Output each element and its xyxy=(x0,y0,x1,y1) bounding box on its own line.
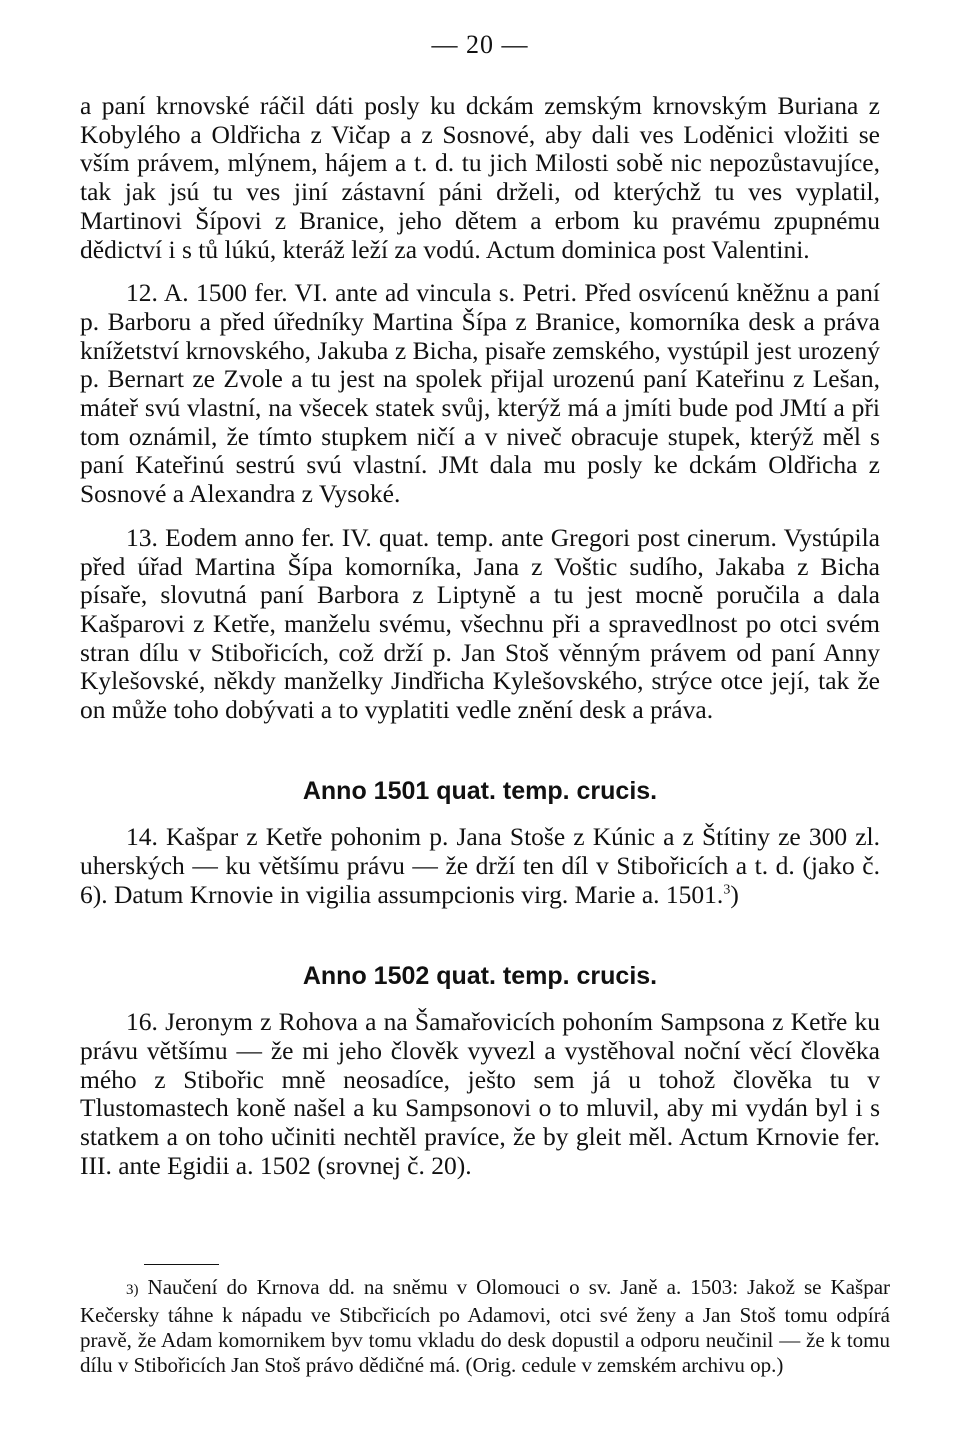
paragraph-13: 13. Eodem anno fer. IV. quat. temp. ante Gregori post cinerum. Vystúpila před úřad Martina Šípa komorníka, Jana z Voštic sudího, Jakaba z Bicha písaře, slovutná paní Barbora z Liptyně a tu jest mocně poručila a dala Kašparovi z Ketře, manželu svému, všechnu při a spravedlnost po otci svém stran dílu v Stibořicích, což drží p. Jan Stoš věnným právem od paní Anny Kylešovské, někdy manželky Jindřicha Kylešovského, strýce otce její, tak že on může toho dobývati a to vyplatiti vedle znění desk a práva. xyxy=(80,522,880,725)
footnote-marker: 3) xyxy=(126,1282,139,1298)
paragraph-continued: a paní krnovské ráčil dáti posly ku dckám zemským krnovským Buriana z Kobylého a Oldřicha z Vičap a z Sosnové, aby dali ves Loděnici vložiti se vším právem, mlýnem, hájem a t. d. tu jich Milosti sobě nic nepozůstavujíce, tak jak jsú tu ves jiní zástavní páni drželi, od kterýchž tu ves vyplatil, Martinovi Šípovi z Branice, jeho dětem a erbom ku pravému zpupnému dědictví i s tů lúkú, kteráž leží za vodú. Actum dominica post Valentini. xyxy=(80,91,880,264)
section-heading-1501: Anno 1501 quat. temp. crucis. xyxy=(302,776,658,805)
footnote-separator xyxy=(144,1264,219,1265)
paragraph-14 xyxy=(80,823,880,909)
section-heading-1502: Anno 1502 quat. temp. crucis. xyxy=(302,961,658,990)
paragraph-14-closing: ) xyxy=(730,879,739,909)
page-number: — 20 — xyxy=(431,30,529,59)
footnote-text: Naučení do Krnova dd. na sněmu v Olomouci o sv. Janě a. 1503: Jakož se Kašpar Kečersky táhne k nápadu ve Stibcřicích po Adamovi, otci své ženy a Jan Stoš tomu odpírá pravě, že Adam komornikem byv tomu vkladu do desk dopustil a odporu neučinil — že k tomu dílu v Stibořicích Jan Stoš právo dědičné má. (Orig. cedule v zemském archivu op.) xyxy=(80,1275,891,1377)
paragraph-14-text: 14. Kašpar z Ketře pohonim p. Jana Stoše z Kúnic a z Štítiny ze 300 zl. uherských — ku většímu právu — že drží ten díl v Stibořicích a t. d. (jako č. 6). Datum Krnovie in vigilia assumpcionis virg. Marie a. 1501. xyxy=(80,822,880,909)
paragraph-16: 16. Jeronym z Rohova a na Šamařovicích pohoním Sampsona z Ketře ku právu většímu — že mi jeho člověk vyvezl a vystěhoval noční věcí člověka mého z Stibořic mně neosadíce, ješto sem já u tohož člověka tu v Tlustomastech koně našel a ku Sampsonovi o to mluvil, aby mi vydán byl i s statkem a on toho učiniti nechtěl pravíce, že by gleit měl. Actum Krnovie fer. III. ante Egidii a. 1502 (srovnej č. 20). xyxy=(80,1007,880,1180)
paragraph-12: 12. A. 1500 fer. VI. ante ad vincula s. Petri. Před osvícenú kněžnu a paní p. Barboru a před úředníky Martina Šípa z Branice, komorníka desk a práva knížetství krnovského, Jakuba z Bicha, pisaře zemského, vystúpil jest urozený p. Bernart ze Zvole a tu jest na spolek přijal urozenú paní Kateřinu z Lešan, máteř svú vlastní, na všecek statek svůj, kterýž má a jmíti bude pod JMtí a při tom oznámil, že tímto stupkem ničí a v niveč obracuje stupek, kterýž měl s paní Kateřinú sestrú svú vlastní. JMt dala mu posly ke dckám Oldřicha z Sosnové a Alexandra z Vysoké. xyxy=(80,278,880,509)
body-text xyxy=(80,92,880,1181)
footnote xyxy=(80,1275,890,1378)
footnote-reference: 3 xyxy=(723,882,731,898)
